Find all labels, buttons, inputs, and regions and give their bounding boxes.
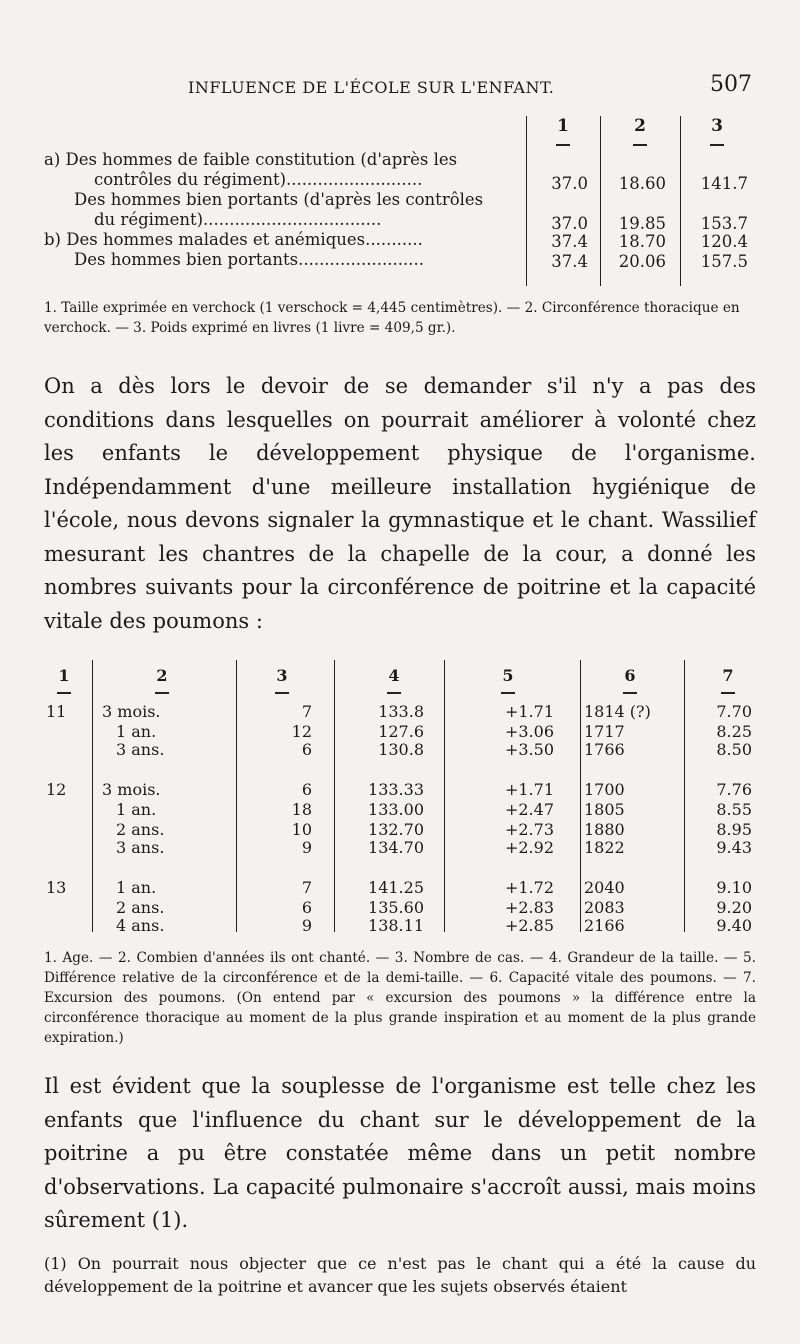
table-cell: 18.60 <box>618 174 666 193</box>
table-cell: 12 <box>46 780 67 799</box>
table-cell: 9 <box>301 838 312 857</box>
table-cell: 37.4 <box>551 232 588 251</box>
header-dash <box>633 144 647 146</box>
table-cell: 7 <box>301 878 312 897</box>
table-cell: +3.50 <box>504 740 554 759</box>
table-cell: 2166 <box>584 916 625 935</box>
table-cell: 19.85 <box>618 214 666 233</box>
table-cell: +2.85 <box>504 916 554 935</box>
table-cell: 37.4 <box>551 252 588 271</box>
column-rule <box>680 116 681 286</box>
table-cell: 1700 <box>584 780 625 799</box>
page-footnote: (1) On pourrait nous objecter que ce n'est pas le chant qui a été la cause du développement de la poitrine et avancer que les sujets observés étaient <box>44 1254 756 1296</box>
column-rule <box>92 660 93 932</box>
table-cell: 133.8 <box>378 702 424 721</box>
table-cell: 18.70 <box>618 232 666 251</box>
table-cell: 18 <box>291 800 312 819</box>
table-cell: 2083 <box>584 898 625 917</box>
table-cell: 141.7 <box>700 174 748 193</box>
table-cell: 138.11 <box>368 916 424 935</box>
table-cell: 9 <box>301 916 312 935</box>
running-header <box>188 72 752 102</box>
table-cell: 3 mois. <box>102 780 161 799</box>
table-row-label: contrôles du régiment).......................... <box>94 170 423 189</box>
header-dash <box>501 692 515 694</box>
table-cell: +2.92 <box>504 838 554 857</box>
table-cell: 3 ans. <box>116 838 165 857</box>
header-dash <box>710 144 724 146</box>
table-row-label: Des hommes bien portants (d'après les contrôles <box>74 190 484 209</box>
header-dash <box>556 144 570 146</box>
table-cell: 6 <box>301 780 312 799</box>
table-cell: 12 <box>291 722 312 741</box>
table-cell: +1.72 <box>504 878 554 897</box>
table-cell: 7.76 <box>716 780 752 799</box>
header-dash <box>57 692 71 694</box>
table-cell: 130.8 <box>378 740 424 759</box>
column-rule <box>600 116 601 286</box>
table-row-label: du régiment).................................. <box>94 210 382 229</box>
table-cell: 37.0 <box>551 174 588 193</box>
table-cell: 8.25 <box>716 722 752 741</box>
table-cell: +3.06 <box>504 722 554 741</box>
table-cell: 1 an. <box>116 878 157 897</box>
table-cell: 133.00 <box>368 800 424 819</box>
column-header: 6 <box>624 666 636 685</box>
table-cell: 1822 <box>584 838 625 857</box>
table-cell: 20.06 <box>618 252 666 271</box>
page-number: 507 <box>710 72 752 97</box>
table-cell: 3 mois. <box>102 702 161 721</box>
column-rule <box>444 660 445 932</box>
table-cell: 1880 <box>584 820 625 839</box>
table-cell: 9.40 <box>716 916 752 935</box>
table-cell: 2040 <box>584 878 625 897</box>
column-rule <box>684 660 685 932</box>
column-header: 1 <box>557 116 569 136</box>
table-cell: 2 ans. <box>116 820 165 839</box>
table-cell: 4 ans. <box>116 916 165 935</box>
table-footnote: 1. Taille exprimée en verchock (1 verschock = 4,445 centimètres). — 2. Circonférence thoracique en verchock. — 3. Poids exprimé en livres (1 livre = 409,5 gr.). <box>44 300 740 336</box>
column-header: 2 <box>634 116 646 136</box>
table-cell: 134.70 <box>368 838 424 857</box>
table-cell: 6 <box>301 740 312 759</box>
body-paragraph: Il est évident que la souplesse de l'organisme est telle chez les enfants que l'influence du chant sur le développement de la poitrine a pu être constatée même dans un petit nombre d'observations. La capacité pulmonaire s'accroît aussi, mais moins sûrement (1). <box>44 1074 756 1232</box>
table-physique <box>44 116 754 286</box>
table-chantres <box>44 660 756 935</box>
table-cell: 1805 <box>584 800 625 819</box>
table-cell: 120.4 <box>700 232 748 251</box>
table-cell: 132.70 <box>368 820 424 839</box>
column-header: 5 <box>502 666 514 685</box>
table-row-label: Des hommes bien portants........................ <box>74 250 424 269</box>
column-rule <box>526 116 527 286</box>
header-dash <box>275 692 289 694</box>
table-cell: 8.50 <box>716 740 752 759</box>
column-header: 4 <box>388 666 400 685</box>
table-cell: 1766 <box>584 740 625 759</box>
table-cell: 7.70 <box>716 702 752 721</box>
column-header: 3 <box>276 666 288 685</box>
column-header: 2 <box>156 666 168 685</box>
table-cell: 9.43 <box>716 838 752 857</box>
column-header: 3 <box>711 116 723 136</box>
table-cell: 2 ans. <box>116 898 165 917</box>
table-cell: 11 <box>46 702 67 721</box>
header-dash <box>387 692 401 694</box>
table-cell: 8.55 <box>716 800 752 819</box>
table-cell: 13 <box>46 878 67 897</box>
table-cell: +2.83 <box>504 898 554 917</box>
table-cell: 8.95 <box>716 820 752 839</box>
table-cell: 157.5 <box>700 252 748 271</box>
table-cell: 141.25 <box>368 878 424 897</box>
table-cell: +1.71 <box>504 780 554 799</box>
table-cell: 9.10 <box>716 878 752 897</box>
column-rule <box>334 660 335 932</box>
table-cell: 7 <box>301 702 312 721</box>
table-cell: 37.0 <box>551 214 588 233</box>
table-cell: 6 <box>301 898 312 917</box>
table-cell: 10 <box>291 820 312 839</box>
table-cell: 1 an. <box>116 800 157 819</box>
table-cell: 9.20 <box>716 898 752 917</box>
table-cell: 135.60 <box>368 898 424 917</box>
header-dash <box>155 692 169 694</box>
header-dash <box>721 692 735 694</box>
table-cell: 1814 (?) <box>584 702 651 721</box>
table-cell: 3 ans. <box>116 740 165 759</box>
body-paragraph: On a dès lors le devoir de se demander s'il n'y a pas des conditions dans lesquelles on pourrait améliorer à volonté chez les enfants le développement physique de l'organisme. Indépendamment d'une meilleure installation hygiénique de l'école, nous devons signaler la gymnastique et le chant. Wassilief mesurant les chantres de la chapelle de la cour, a donné les nombres suivants pour la circonférence de poitrine et la capacité vitale des poumons : <box>44 374 756 633</box>
column-header: 1 <box>58 666 70 685</box>
table-row-label: b) Des hommes malades et anémiques........... <box>44 230 423 249</box>
table-row-label: a) Des hommes de faible constitution (d'après les <box>44 150 458 169</box>
table-cell: 153.7 <box>700 214 748 233</box>
column-rule <box>236 660 237 932</box>
table-legend: 1. Age. — 2. Combien d'années ils ont chanté. — 3. Nombre de cas. — 4. Grandeur de la taille. — 5. Différence relative de la circonférence et de la demi-taille. — 6. Capacité vitale des poumons. — 7. Excursion des poumons. (On entend par « excursion des poumons » la différence entre la circonférence thoracique au moment de la plus grande inspiration et au moment de la plus grande expiration.) <box>44 950 756 1046</box>
column-rule <box>580 660 581 932</box>
table-cell: +2.47 <box>504 800 554 819</box>
table-cell: +2.73 <box>504 820 554 839</box>
table-cell: 1717 <box>584 722 625 741</box>
table-cell: +1.71 <box>504 702 554 721</box>
column-header: 7 <box>722 666 734 685</box>
running-title: INFLUENCE DE L'ÉCOLE SUR L'ENFANT. <box>188 78 555 97</box>
table-cell: 127.6 <box>378 722 424 741</box>
table-cell: 1 an. <box>116 722 157 741</box>
table-cell: 133.33 <box>368 780 424 799</box>
header-dash <box>623 692 637 694</box>
